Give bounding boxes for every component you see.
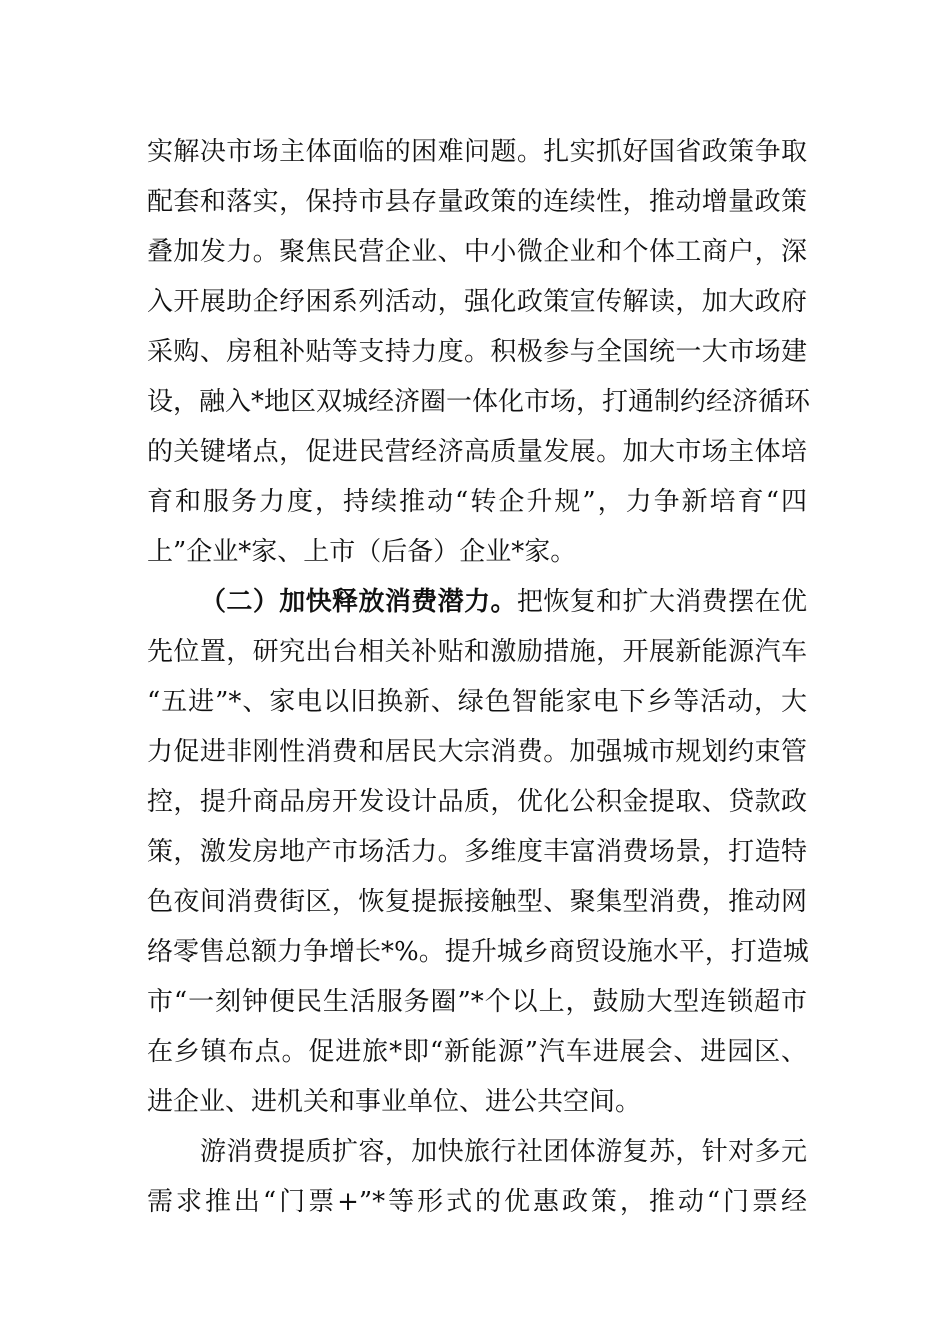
text-line: 设，融入*地区双城经济圈一体化市场，打通制约经济循环	[147, 387, 811, 417]
text-line: 配套和落实，保持市县存量政策的连续性，推动增量政策	[147, 187, 807, 217]
text-line: 实解决市场主体面临的困难问题。扎实抓好国省政策争取	[147, 137, 807, 167]
text-line: 上”企业*家、上市（后备）企业*家。	[147, 537, 577, 567]
text-line: “五进”*、家电以旧换新、绿色智能家电下乡等活动，大	[147, 687, 807, 717]
text-line: 控，提升商品房开发设计品质，优化公积金提取、贷款政	[147, 787, 807, 817]
text-line: 叠加发力。聚焦民营企业、中小微企业和个体工商户，深	[147, 237, 807, 267]
section-paragraph-start	[200, 582, 807, 622]
text-line: 采购、房租补贴等支持力度。积极参与全国统一大市场建	[147, 337, 807, 367]
text-line: 先位置，研究出台相关补贴和激励措施，开展新能源汽车	[147, 637, 807, 667]
text-line: 络零售总额力争增长*%。提升城乡商贸设施水平，打造城	[147, 937, 809, 967]
text-span: 把恢复和扩大消费摆在优	[516, 587, 807, 617]
text-line: 力促进非刚性消费和居民大宗消费。加强城市规划约束管	[147, 737, 807, 767]
text-line: 入开展助企纾困系列活动，强化政策宣传解读，加大政府	[147, 287, 807, 317]
text-line: 色夜间消费街区，恢复提振接触型、聚集型消费，推动网	[147, 887, 807, 917]
text-line: 需求推出“门票+”*等形式的优惠政策，推动“门票经	[147, 1187, 807, 1217]
text-line: 在乡镇布点。促进旅*即“新能源”汽车进展会、进园区、	[147, 1037, 807, 1067]
text-line: 进企业、进机关和事业单位、进公共空间。	[147, 1087, 642, 1117]
text-line: 的关键堵点，促进民营经济高质量发展。加大市场主体培	[147, 437, 807, 467]
text-line: 游消费提质扩容，加快旅行社团体游复苏，针对多元	[200, 1137, 807, 1167]
section-heading: （二）加快释放消费潜力。	[200, 587, 517, 617]
text-line: 策，激发房地产市场活力。多维度丰富消费场景，打造特	[147, 837, 807, 867]
text-line: 育和服务力度，持续推动“转企升规”，力争新培育“四	[147, 487, 807, 517]
text-line: 市“一刻钟便民生活服务圈”*个以上，鼓励大型连锁超市	[147, 987, 807, 1017]
